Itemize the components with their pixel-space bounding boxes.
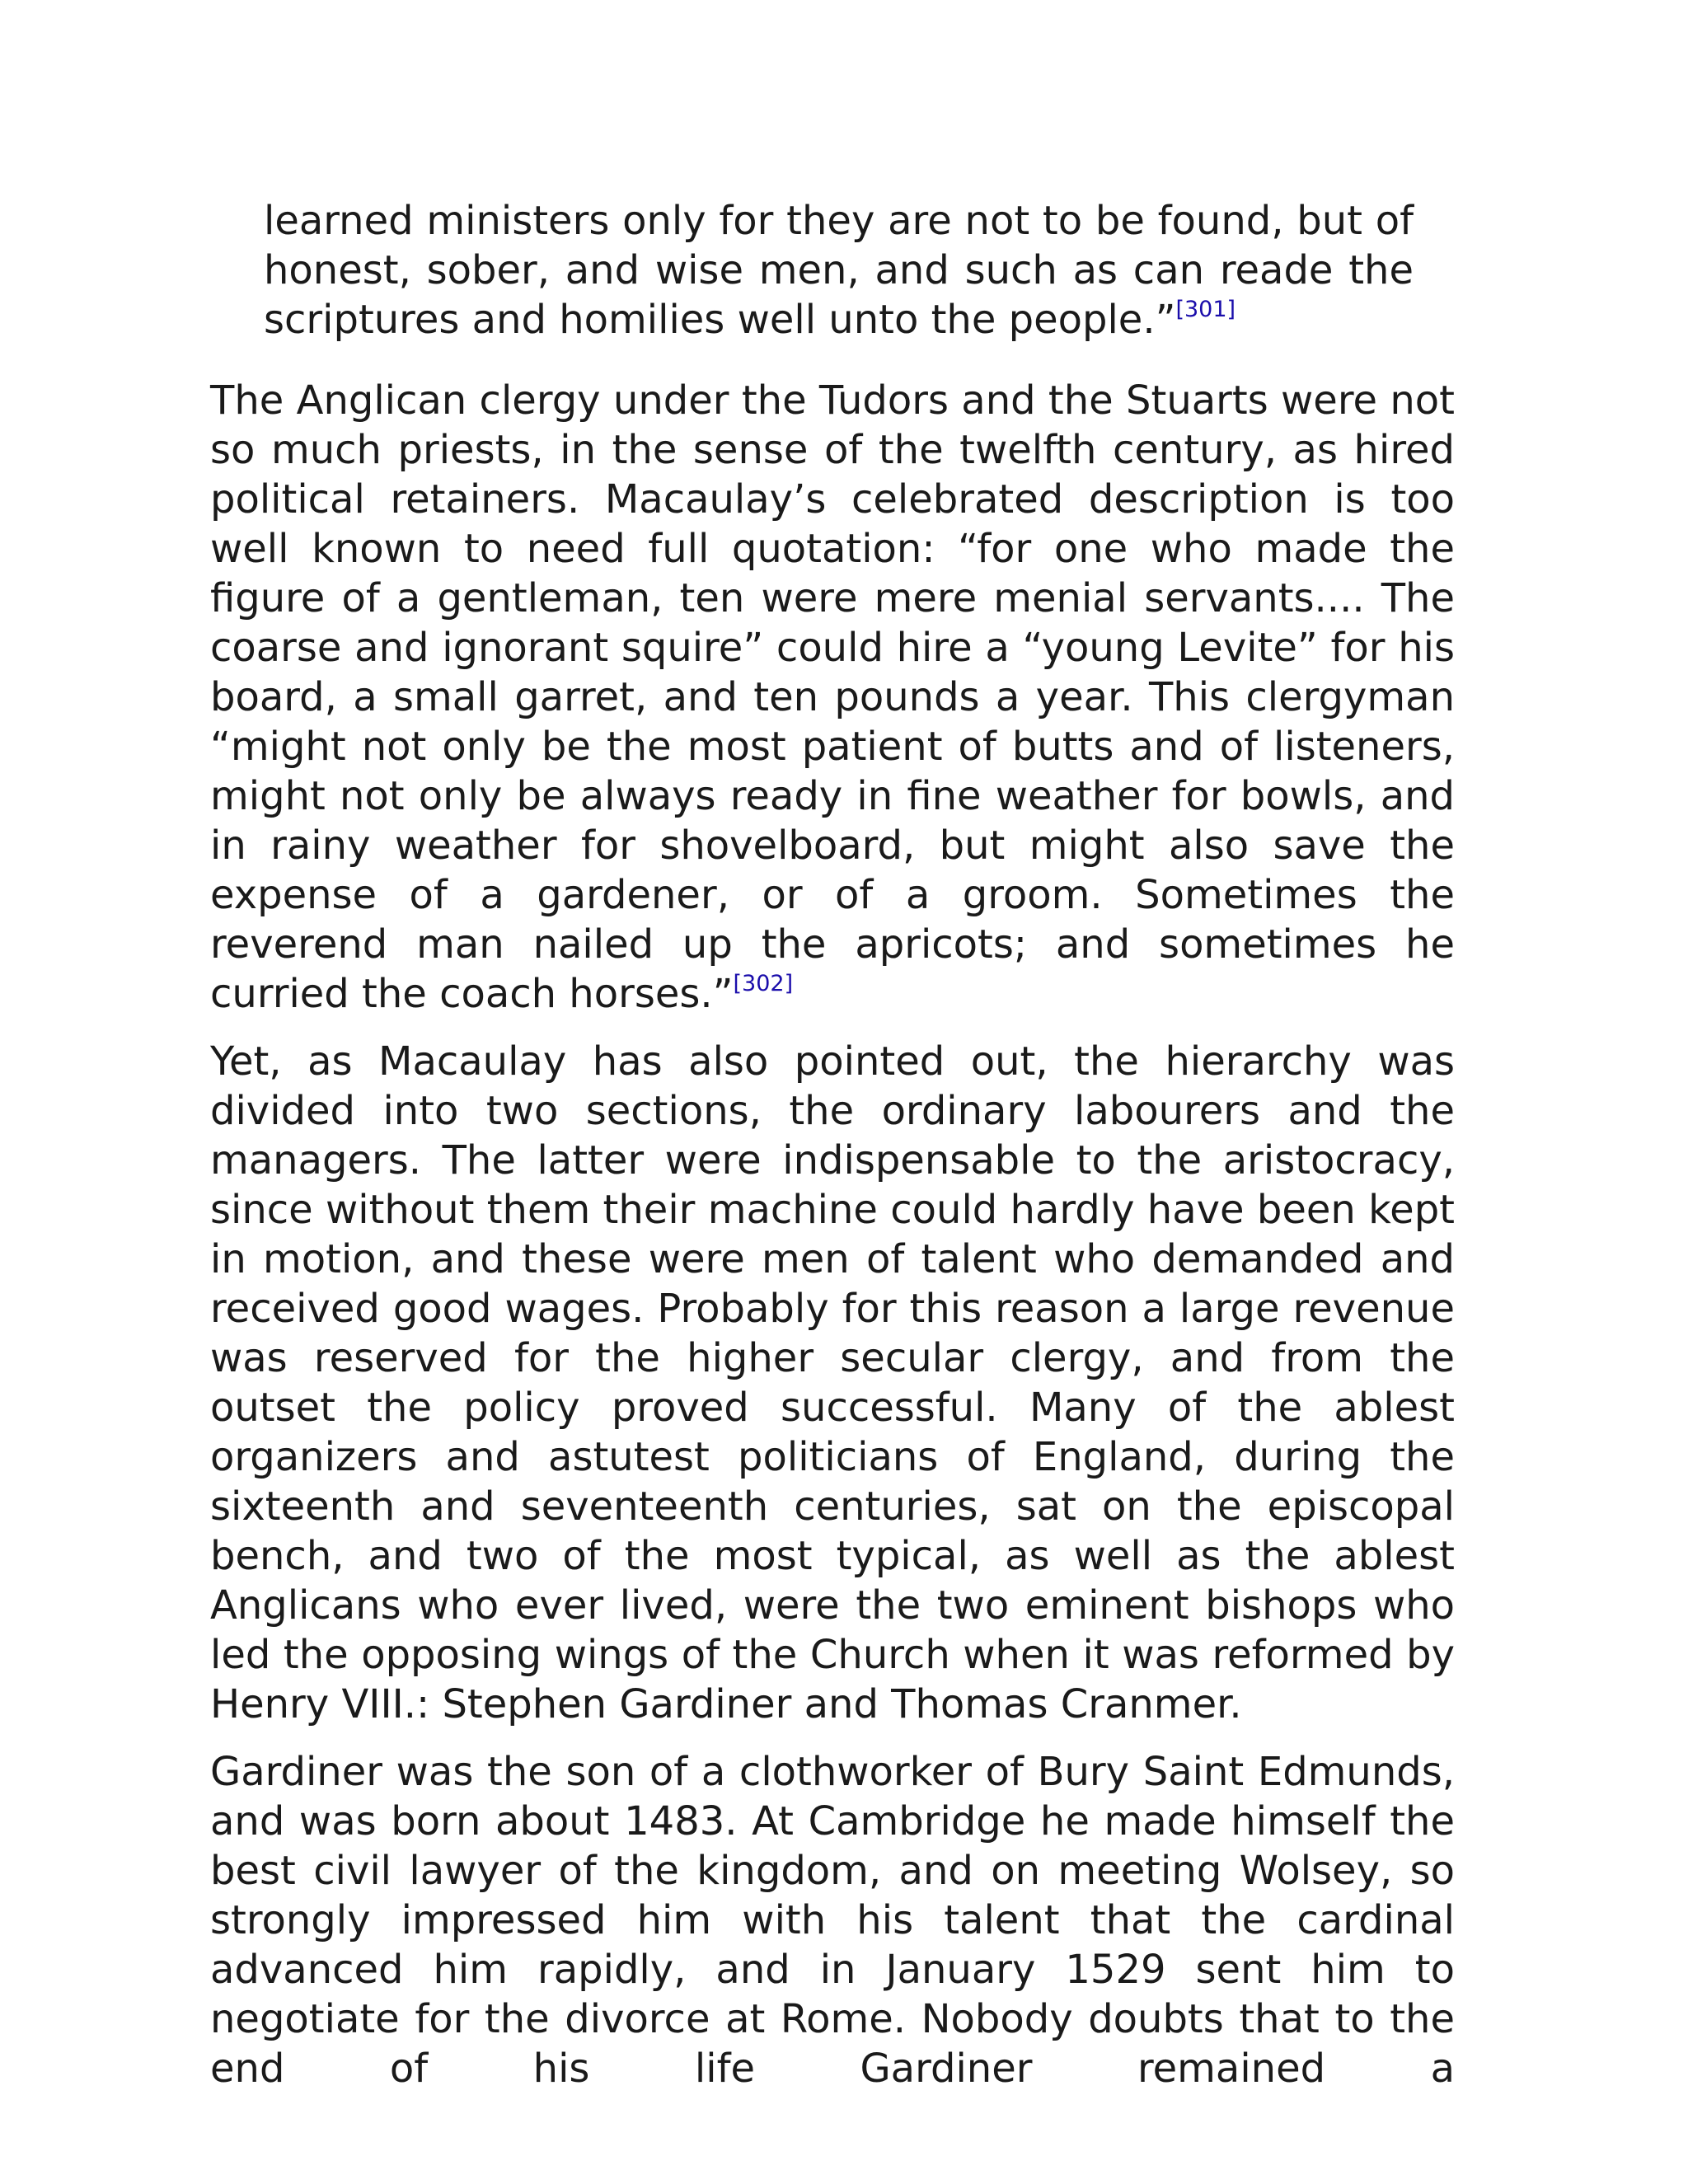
paragraph-2-text: Yet, as Macaulay has also pointed out, the hierarchy was divided into two sections, the ordinary labourers and the managers. The latter were indispensable to the aristocracy, since without them their machine could hardly have been kept in motion, and these were men of talent who demanded and received good wages. Probably for this reason a large revenue was reserved for the higher secular clergy, and from the outset the policy proved successful. Many of the ablest organizers and astutest politicians of England, during the sixteenth and seventeenth centuries, sat on the episcopal bench, and two of the most typical, as well as the ablest Anglicans who ever lived, were the two eminent bishops who led the opposing wings of the Church when it was reformed by Henry VIII.: Stephen Gardiner and Thomas Cranmer. [210, 1038, 1455, 1727]
paragraph-2 [210, 1037, 1455, 1729]
block-quote [264, 196, 1414, 344]
paragraph-1-text: The Anglican clergy under the Tudors and the Stuarts were not so much priests, in the sense of the twelfth century, as hired political retainers. Macaulay’s celebrated description is too well known to need full quotation: “for one who made the figure of a gentleman, ten were mere menial servants.... The coarse and ignorant squire” could hire a “young Levite” for his board, a small garret, and ten pounds a year. This clergyman “might not only be the most patient of butts and of listeners, might not only be always ready in fine weather for bowls, and in rainy weather for shovelboard, but might also save the expense of a gardener, or of a groom. Sometimes the reverend man nailed up the apricots; and sometimes he curried the coach horses.” [210, 377, 1455, 1017]
page-body [210, 196, 1455, 2093]
paragraph-3 [210, 1747, 1455, 2093]
paragraph-3-text: Gardiner was the son of a clothworker of Bury Saint Edmunds, and was born about 1483. At Cambridge he made himself the best civil lawyer of the kingdom, and on meeting Wolsey, so strongly impressed him with his talent that the cardinal advanced him rapidly, and in January 1529 sent him to negotiate for the divorce at Rome. Nobody doubts that to the end of his life Gardiner remained a [210, 1749, 1455, 2092]
footnote-link-302[interactable]: [302] [733, 971, 794, 996]
spacer [210, 344, 1455, 376]
footnote-link-301[interactable]: [301] [1175, 297, 1236, 322]
spacer [210, 1729, 1455, 1747]
spacer [210, 1019, 1455, 1037]
paragraph-1 [210, 376, 1455, 1019]
quote-text: learned ministers only for they are not to be found, but of honest, sober, and wise men, and such as can reade the scriptures and homilies well unto the people.” [264, 198, 1414, 343]
